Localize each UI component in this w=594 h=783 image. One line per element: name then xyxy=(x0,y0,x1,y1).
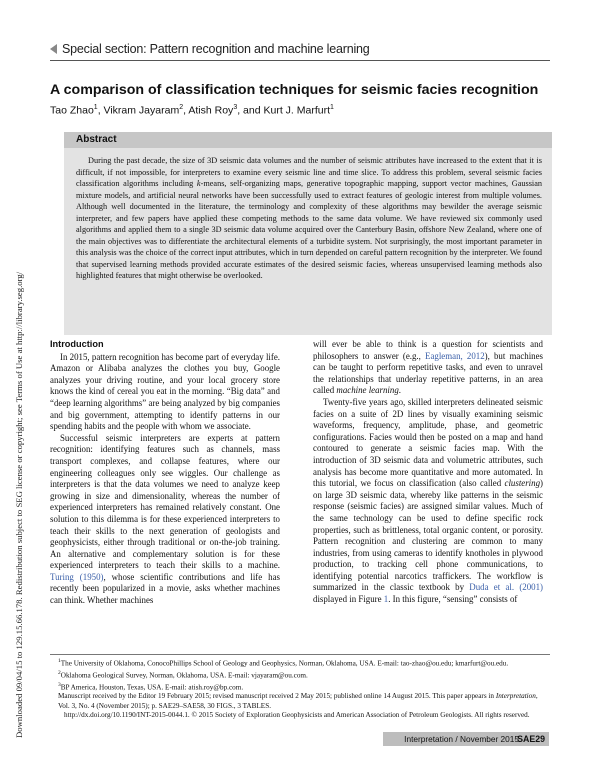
paragraph-text: will ever be able to think is a question for scientists and philosophers to answer (e.g., xyxy=(313,339,543,361)
abstract-italic-k: k xyxy=(196,179,201,189)
body-column-left xyxy=(50,339,280,607)
triangle-marker-icon xyxy=(50,44,57,54)
article-title: A comparison of classification techniques for seismic facies recognition xyxy=(50,82,539,98)
figure-link-1[interactable]: 1 xyxy=(383,594,389,605)
paragraph-text: Twenty-five years ago, skilled interpreters delineated seismic facies on a suite of 2D lines by visually examining seismic waveforms, frequency, amplitude, phase, and geometric configurations. Facies would then be posted on a map and hand contoured to generate a seismic facies map. With the introduction of 3D seismic data and volumetric attributes, such analysis has become more quantitative and more automated. In this tutorial, we focus on classification (also called xyxy=(313,396,543,489)
author-list xyxy=(50,104,550,117)
footnote-affiliation-3 xyxy=(58,681,550,693)
paragraph-text: Successful seismic interpreters are experts at pattern recognition: identifying features such as channels, mass transport complexes, and collapse features, where our engineering colleagues only see wiggles. Our challenge as interpreters is that the data volumes we need to analyze keep growing in size and dimensionality, whereas the number of experienced interpreters has remained relatively constant. One solution to this dilemma is for these experienced interpreters to teach their skills to the next generation of geologists and geophysicists, either through traditional or on-the-job training. An alternative and complementary solution is for these experienced interpreters to teach their skills to a machine. xyxy=(50,432,280,571)
author-affiliation-mark: 3 xyxy=(233,104,238,111)
abstract-heading: Abstract xyxy=(64,132,552,148)
author-name: Tao Zhao xyxy=(50,104,94,117)
paragraph xyxy=(313,397,543,606)
paragraph-text: , whose scientific contributions and life has recently been popularized in a movie, asks whether machines can think. Whether machines xyxy=(50,571,280,606)
author-separator: , and xyxy=(237,104,264,117)
author-affiliation-mark: 1 xyxy=(93,104,98,111)
paragraph xyxy=(313,339,543,397)
paragraph: In 2015, pattern recognition has become part of everyday life. Amazon or Alibaba analyzes the clothes you buy, Google analyzes your driving routine, and your local grocery store knows the kind of cereal you eat in the morning. “Big data” and “deep learning algorithms” are being analyzed by big companies and big government, attempting to identify patterns in our spending habits and the people with whom we associate. xyxy=(50,351,280,432)
footnote-text: Oklahoma Geological Survey, Norman, Oklahoma, USA. E-mail: vjayaram@ou.com. xyxy=(60,671,308,680)
citation-link-duda[interactable]: Duda et al. (2001) xyxy=(469,582,543,593)
abstract-text-part: -means, self-organizing maps, generative topographic mapping, support vector machines, Gaussian mixture models, and artificial neural networks have been successfully used to extract features of geologic interest from multiple volumes. Although well documented in the literature, the terminology and complexity of these algorithms may bewilder the average seismic interpreter, and few papers have applied these competing methods to the same data volume. We have reviewed six commonly used algorithms and applied them to a single 3D seismic data volume acquired over the Canterbury Basin, offshore New Zealand, where one of the main objectives was to differentiate the architectural elements of a turbidite system. Not surprisingly, the most important parameter in this analysis was the choice of the correct input attributes, which in turn depended on careful pattern recognition by the interpreter. We found that supervised learning methods provided accurate estimates of the desired seismic facies, whereas unsupervised learning methods also highlighted features that might otherwise be overlooked. xyxy=(76,179,543,281)
emphasis-term: machine learning xyxy=(336,385,399,396)
paragraph-text: . xyxy=(398,385,401,396)
footnote-mark: 3 xyxy=(58,681,61,688)
footnote-doi[interactable]: http://dx.doi.org/10.1190/INT-2015-0044.1. © 2015 Society of Exploration Geophysicists and American Association of Petroleum Geologists. All rights reserved. xyxy=(64,711,530,720)
journal-name: Interpretation xyxy=(495,692,536,701)
paragraph-text: ) on large 3D seismic data, whereby like patterns in the seismic response (seismic facies) are assigned similar values. Much of the same technology can be used to define specific rock properties, such as brittleness, total organic content, or porosity. Pattern recognition and clustering are common to many industries, from using cameras to identify knotholes in plywood production, to tracking cell phone communications, to identifying potential narcotics traffickers. The workflow is summarized in the classic textbook by xyxy=(313,478,543,593)
footnote-text: Manuscript received by the Editor 19 February 2015; revised manuscript received 2 May 2015; published online 14 August 2015. This paper appears in xyxy=(58,692,496,701)
author-name: Kurt J. Marfurt xyxy=(263,104,331,117)
page-number: SAE29 xyxy=(517,734,545,744)
download-notice-text: Downloaded 09/04/15 to 129.15.66.178. Redistribution subject to SEG license or copyright; see Terms of Use at http://library.seg.org/ xyxy=(14,271,24,738)
footnote-divider xyxy=(50,654,550,655)
paragraph-text: displayed in Figure xyxy=(313,594,384,605)
author-separator: , xyxy=(183,104,189,117)
body-column-right xyxy=(313,339,543,606)
abstract-text-part: During the past decade, the size of 3D seismic data volumes and the number of seismic attributes have increased to the extent that it is difficult, if not impossible, for interpreters to examine every seismic line and time slice. To address this problem, several seismic facies classification algorithms including xyxy=(76,156,542,189)
footnote-text: The University of Oklahoma, ConocoPhillips School of Geology and Geophysics, Norman, Oklahoma, USA. E-mail: tao-zhao@ou.edu; kmarfurt@ou.edu. xyxy=(60,659,509,668)
footnote-manuscript-history xyxy=(58,692,550,711)
author-affiliation-mark: 2 xyxy=(179,104,184,111)
section-heading-introduction: Introduction xyxy=(50,339,104,349)
page-footer xyxy=(383,732,549,746)
section-label: Special section: Pattern recognition and machine learning xyxy=(62,42,370,56)
footnote-text: BP America, Houston, Texas, USA. E-mail: atish.roy@bp.com. xyxy=(60,682,244,691)
section-header xyxy=(50,40,550,58)
author-name: Atish Roy xyxy=(188,104,234,117)
author-separator: , xyxy=(97,104,104,117)
header-divider xyxy=(50,60,550,61)
download-notice xyxy=(8,128,24,738)
footnote-text: , Vol. 3, No. 4 (November 2015); p. SAE29–SAE58, 30 FIGS., 3 TABLES. xyxy=(58,692,538,710)
author-affiliation-mark: 1 xyxy=(330,104,334,111)
author-name: Vikram Jayaram xyxy=(103,104,180,117)
footnote-affiliation-1 xyxy=(58,657,550,669)
footnote-mark: 1 xyxy=(58,658,61,664)
abstract-text xyxy=(76,155,542,282)
footnotes xyxy=(58,657,550,721)
footnote-mark: 2 xyxy=(58,669,61,676)
paragraph xyxy=(50,433,280,607)
footnote-affiliation-2 xyxy=(58,669,550,681)
abstract-box xyxy=(64,132,552,335)
citation-link-turing[interactable]: Turing (1950) xyxy=(50,571,104,582)
paragraph-text: . In this figure, “sensing” consists of xyxy=(388,594,518,605)
footer-journal: Interpretation / November 2015 xyxy=(404,734,519,744)
citation-link-eagleman[interactable]: Eagleman, 2012 xyxy=(425,350,485,361)
paragraph-text: ), but machines can be taught to perform repetitive tasks, and even to unravel the relationships that underlay repetitive patterns, in an area called xyxy=(313,350,544,396)
emphasis-term: clustering xyxy=(504,478,541,489)
